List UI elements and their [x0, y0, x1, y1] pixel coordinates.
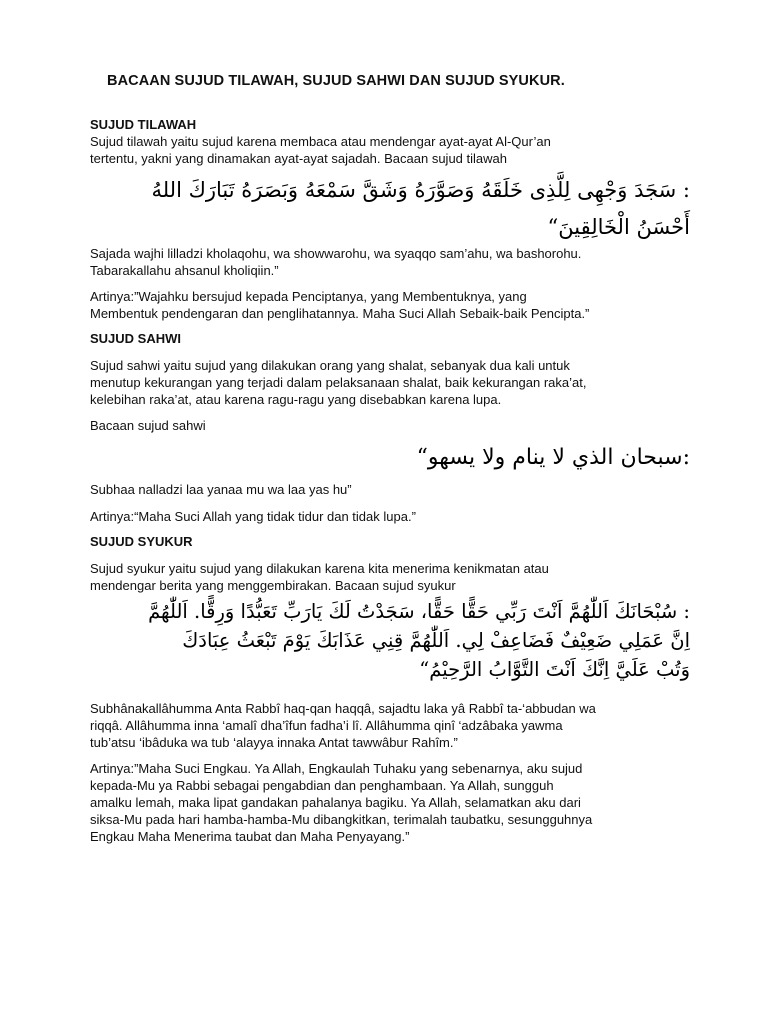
syukur-translation [90, 760, 690, 845]
sahwi-arabic-line: :سبحان الذي لا ينام ولا يسهو“ [416, 445, 690, 470]
sahwi-intro [90, 357, 690, 408]
tilawah-arabic-prayer [90, 172, 690, 246]
syukur-transliteration-line: Subhânakallâhumma Anta Rabbî haq-qan haqqâ, sajadtu laka yâ Rabbî ta-‘abbudan wa [90, 701, 596, 716]
tilawah-transliteration-line: Tabarakallahu ahsanul kholiqiin.” [90, 263, 279, 278]
tilawah-transliteration-line: Sajada wajhi lilladzi kholaqohu, wa showwarohu, wa syaqqo sam’ahu, wa bashorohu. [90, 246, 582, 261]
tilawah-translation-line: Membentuk pendengaran dan penglihatannya. Maha Suci Allah Sebaik-baik Pencipta.” [90, 306, 590, 321]
tilawah-arabic-line: أَحْسَنُ الْخَالِقِينَ“ [547, 215, 690, 239]
syukur-translation-line: amalku lemah, maka lipat gandakan pahalanya bagiku. Ya Allah, selamatkan aku dari [90, 795, 581, 810]
syukur-transliteration-line: riqqâ. Allâhumma inna ‘amalî dha’îfun fadha’i lî. Allâhumma qinî ‘adzâbaka yawma [90, 718, 563, 733]
sahwi-heading: SUJUD SAHWI [90, 331, 182, 346]
sahwi-intro-line: kelebihan raka’at, atau karena ragu-ragu yang disebabkan karena lupa. [90, 392, 502, 407]
tilawah-translation [90, 288, 690, 322]
syukur-arabic-line: وَتُبْ عَلَيَّ اِنَّكَ اَنْتَ التَّوَّابُ الرَّحِيْمُ“ [419, 658, 690, 681]
sahwi-intro-line: menutup kekurangan yang terjadi dalam pelaksanaan shalat, baik kekurangan raka’at, [90, 375, 587, 390]
syukur-transliteration [90, 700, 690, 751]
syukur-heading: SUJUD SYUKUR [90, 534, 193, 549]
tilawah-heading: SUJUD TILAWAH [90, 117, 197, 132]
syukur-translation-line: kepada-Mu ya Rabbi sebagai pengabdian dan penghambaan. Ya Allah, sungguh [90, 778, 554, 793]
tilawah-transliteration [90, 245, 690, 279]
tilawah-arabic-line: : سَجَدَ وَجْهِى لِلَّذِى خَلَقَهُ وَصَوَّرَهُ وَشَقَّ سَمْعَهُ وَبَصَرَهُ تَبَارَكَ اللهُ [151, 178, 690, 202]
sahwi-translation [90, 508, 690, 525]
sahwi-transliteration [90, 481, 690, 498]
syukur-intro [90, 560, 690, 594]
tilawah-intro [90, 133, 690, 167]
sahwi-arabic-prayer [90, 440, 690, 476]
sahwi-intro-line: Sujud sahwi yaitu sujud yang dilakukan orang yang shalat, sebanyak dua kali untuk [90, 358, 570, 373]
tilawah-intro-line: Sujud tilawah yaitu sujud karena membaca atau mendengar ayat-ayat Al-Qur’an [90, 134, 551, 149]
syukur-arabic-line: اِنَّ عَمَلِي ضَعِيْفٌ فَضَاعِفْ لِي. اَللّٰهُمَّ قِنِي عَذَابَكَ يَوْمَ تَبْعَثُ عِبَادَكَ [182, 629, 690, 652]
sahwi-reading-label: Bacaan sujud sahwi [90, 418, 206, 433]
syukur-intro-line: Sujud syukur yaitu sujud yang dilakukan karena kita menerima kenikmatan atau [90, 561, 549, 576]
syukur-translation-line: Engkau Maha Menerima taubat dan Maha Penyayang.” [90, 829, 410, 844]
syukur-translation-line: Artinya:”Maha Suci Engkau. Ya Allah, Engkaulah Tuhaku yang sebenarnya, aku sujud [90, 761, 583, 776]
syukur-arabic-line: : سُبْحَانَكَ اَللّٰهُمَّ اَنْتَ رَبِّي حَقًّا حَقًّا، سَجَدْتُ لَكَ يَارَبِّ تَعَبُّدًا وَرِقًّا. اَللّٰهُمَّ [148, 600, 690, 623]
tilawah-intro-line: tertentu, yakni yang dinamakan ayat-ayat sajadah. Bacaan sujud tilawah [90, 151, 507, 166]
syukur-intro-line: mendengar berita yang menggembirakan. Bacaan sujud syukur [90, 578, 456, 593]
page-title: BACAAN SUJUD TILAWAH, SUJUD SAHWI DAN SUJUD SYUKUR. [107, 73, 565, 89]
sahwi-transliteration-line: Subhaa nalladzi laa yanaa mu wa laa yas hu” [90, 482, 352, 497]
sahwi-translation-line: Artinya:“Maha Suci Allah yang tidak tidur dan tidak lupa.” [90, 509, 416, 524]
syukur-translation-line: siksa-Mu pada hari hamba-hamba-Mu dibangkitkan, terimalah taubatku, sesungguhnya [90, 812, 593, 827]
tilawah-translation-line: Artinya:”Wajahku bersujud kepada Penciptanya, yang Membentuknya, yang [90, 289, 527, 304]
syukur-transliteration-line: tub’atsu ‘ibâduka wa tub ‘alayya innaka Antat tawwâbur Rahîm.” [90, 735, 458, 750]
syukur-arabic-prayer [90, 597, 690, 684]
